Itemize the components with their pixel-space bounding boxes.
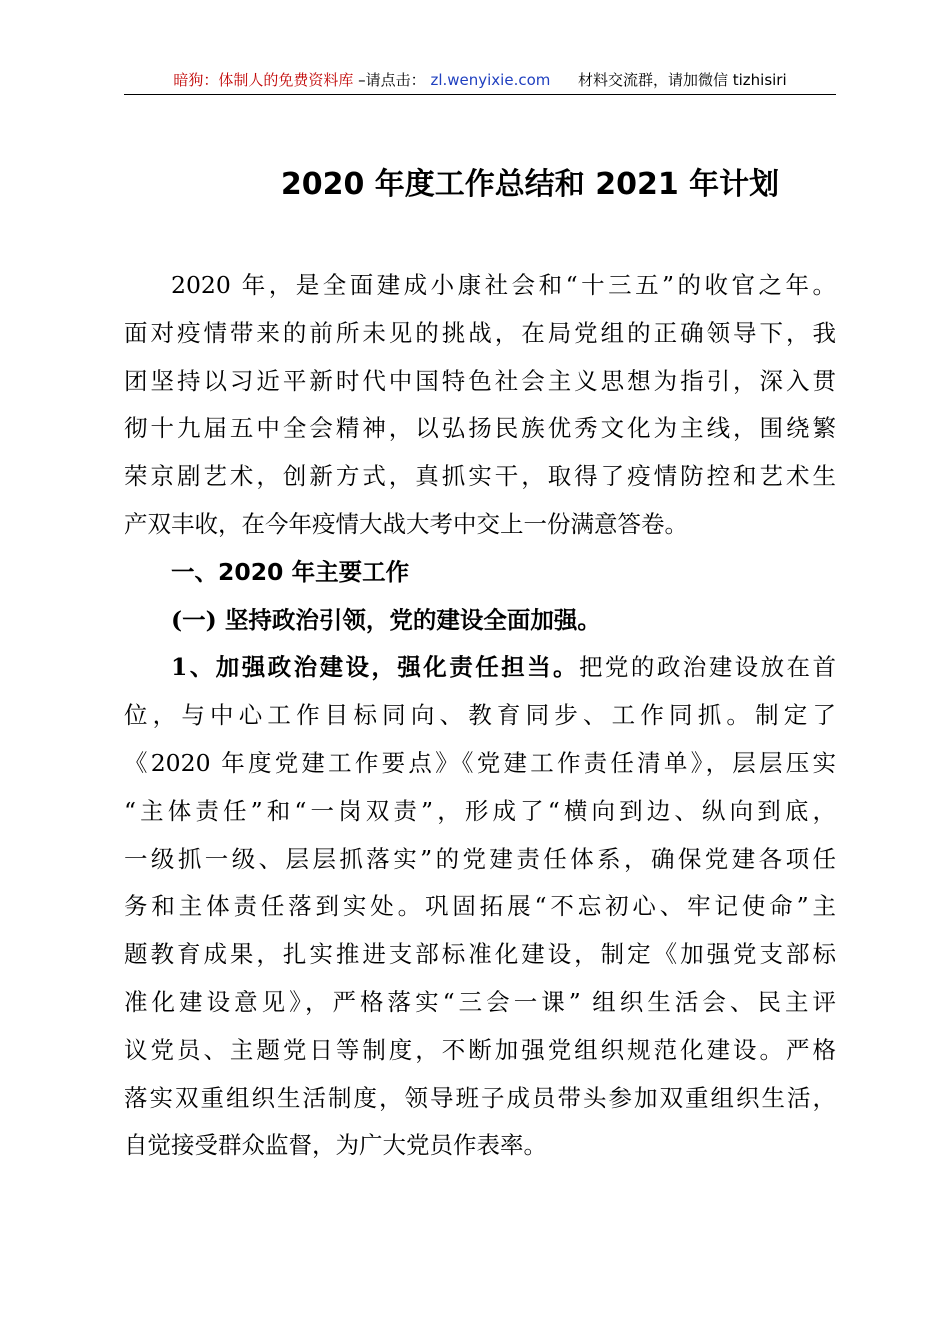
item-line: 《2020 年度党建工作要点》《党建工作责任清单》，层层压实	[124, 748, 836, 777]
header-brand: 暗狗：体制人的免费资料库	[173, 71, 354, 89]
header-contact: 材料交流群，请加微信 tizhisiri	[577, 71, 787, 89]
item-line: “主体责任”和“一岗双责”，形成了“横向到边、纵向到底，	[124, 796, 836, 825]
intro-line: 产双丰收，在今年疫情大战大考中交上一份满意答卷。	[124, 509, 688, 538]
subsection-heading: (一) 坚持政治引领，党的建设全面加强。	[171, 605, 601, 634]
item-line: 自觉接受群众监督，为广大党员作表率。	[124, 1131, 547, 1160]
intro-line: 2020 年，是全面建成小康社会和“十三五”的收官之年。	[171, 271, 836, 299]
item-heading: 1、加强政治建设，强化责任担当。	[171, 653, 579, 682]
intro-line: 团坚持以习近平新时代中国特色社会主义思想为指引，深入贯	[124, 366, 836, 395]
intro-line: 面对疫情带来的前所未见的挑战，在局党组的正确领导下，我	[124, 318, 836, 347]
document-title: 2020 年度工作总结和 2021 年计划	[280, 167, 780, 202]
header-prompt: –请点击：	[358, 71, 426, 89]
item-line: 落实双重组织生活制度，领导班子成员带头参加双重组织生活，	[124, 1083, 836, 1112]
header-site-link[interactable]: zl.wenyixie.com	[430, 71, 551, 89]
intro-line: 彻十九届五中全会精神，以弘扬民族优秀文化为主线，围绕繁	[124, 414, 836, 443]
intro-line: 荣京剧艺术，创新方式，真抓实干，取得了疫情防控和艺术生	[124, 462, 836, 491]
item-line: 准化建设意见》，严格落实“三会一课” 组织生活会、民主评	[124, 987, 836, 1016]
item-line: 一级抓一级、层层抓落实”的党建责任体系，确保党建各项任	[124, 844, 836, 873]
item-first-line	[124, 644, 836, 692]
section-heading: 一、2020 年主要工作	[171, 557, 410, 586]
document-body	[124, 262, 836, 1170]
item-line: 议党员、主题党日等制度，不断加强党组织规范化建设。严格	[124, 1035, 836, 1064]
page-header	[124, 66, 836, 95]
item-line: 题教育成果，扎实推进支部标准化建设，制定《加强党支部标	[124, 940, 836, 969]
item-line: 位，与中心工作目标同向、教育同步、工作同抓。制定了	[124, 701, 836, 730]
item-first-rest: 把党的政治建设放在首	[578, 653, 836, 682]
item-line: 务和主体责任落到实处。巩固拓展“不忘初心、牢记使命”主	[124, 892, 836, 921]
